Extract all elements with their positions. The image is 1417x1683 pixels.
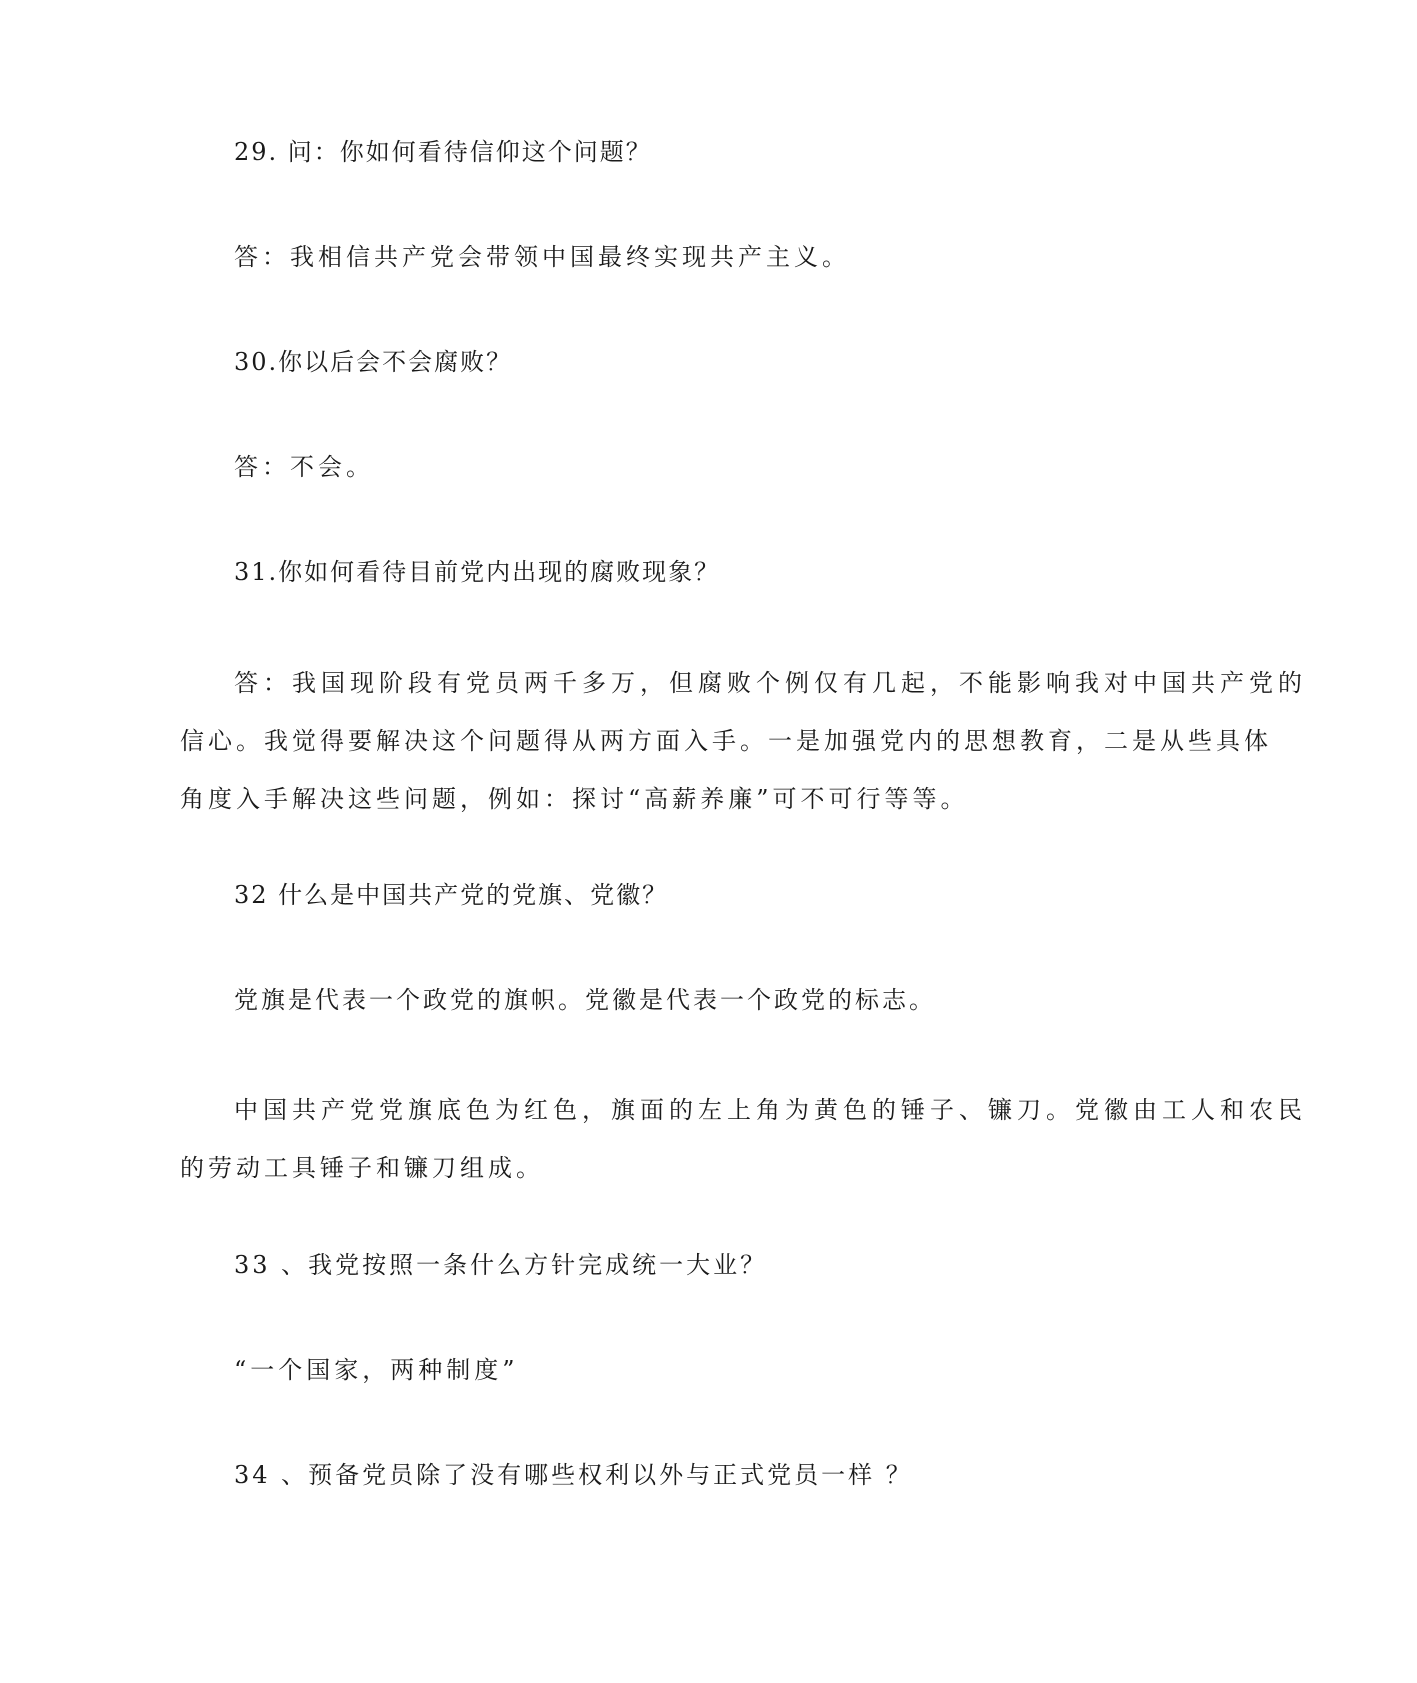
question-34: 34 、预备党员除了没有哪些权利以外与正式党员一样 ？	[234, 1461, 913, 1489]
answer-30: 答：不会。	[234, 453, 374, 481]
answer-33: “一个国家，两种制度”	[234, 1356, 519, 1384]
question-30: 30.你以后会不会腐败？	[234, 348, 513, 376]
question-32: 32 什么是中国共产党的党旗、党徽？	[234, 881, 669, 909]
question-33: 33 、我党按照一条什么方针完成统一大业？	[234, 1251, 768, 1279]
question-31: 31.你如何看待目前党内出现的腐败现象？	[234, 558, 721, 586]
answer-32-line-3: 的劳动工具锤子和镰刀组成。	[180, 1154, 544, 1182]
question-29: 29. 问：你如何看待信仰这个问题？	[234, 138, 652, 166]
answer-29: 答：我相信共产党会带领中国最终实现共产主义。	[234, 243, 850, 271]
answer-32-line-2: 中国共产党党旗底色为红色，旗面的左上角为黄色的锤子、镰刀。党徽由工人和农民	[234, 1096, 1307, 1124]
answer-31-line-2: 信心。我觉得要解决这个问题得从两方面入手。一是加强党内的思想教育，二是从些具体	[180, 727, 1272, 755]
answer-32-line-1: 党旗是代表一个政党的旗帜。党徽是代表一个政党的标志。	[234, 986, 936, 1014]
answer-31-line-3: 角度入手解决这些问题，例如：探讨“高薪养廉”可不可行等等。	[180, 785, 969, 813]
answer-31-line-1: 答：我国现阶段有党员两千多万，但腐败个例仅有几起，不能影响我对中国共产党的	[234, 669, 1307, 697]
